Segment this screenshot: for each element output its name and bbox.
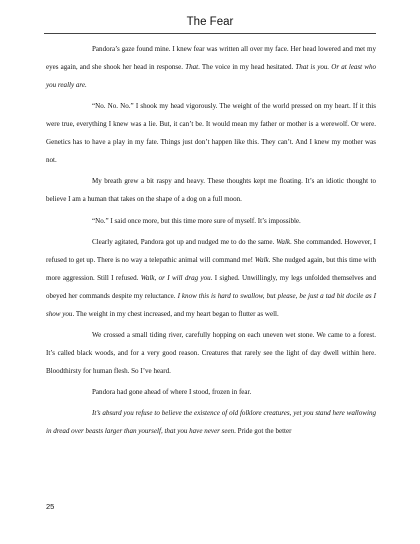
page-body	[46, 40, 376, 444]
text-run: Pandora’s gaze found mine. I knew fear was written all over my face. Her head lowered and met my eyes again, and she shook her head in response.	[46, 45, 376, 71]
italic-text: That	[185, 63, 199, 71]
text-run: Clearly agitated, Pandora got up and nudged me to do the same.	[92, 237, 277, 246]
italic-text: Walk	[254, 255, 269, 264]
text-run: . The voice in my head hesitated.	[198, 63, 296, 71]
text-run: Pandora had gone ahead of where I stood, frozen in fear.	[92, 388, 252, 397]
text-run: “No.” I said once more, but this time more sure of myself. It’s impossible.	[92, 216, 301, 225]
text-run: “No. No. No.” I shook my head vigorously. The weight of the world pressed on my heart. If it this were true, everything I knew was a lie. But, it can’t be. It would mean my father or mother is a werewolf. Or were. Genetics has to have a play in my fate. Things just don’t happen like this. They can’t. And I knew my mother was not.	[46, 102, 376, 165]
paragraph	[46, 212, 376, 230]
text-run: My breath grew a bit raspy and heavy. These thoughts kept me floating. It’s an idiotic thought to believe I am a human that takes on the shape of a dog on a full moon.	[46, 177, 376, 204]
paragraph	[46, 40, 376, 94]
text-run: . She commanded. However, I refused to get up. There is no way a telepathic animal will command me!	[46, 237, 377, 264]
paragraph	[46, 383, 376, 401]
text-run: . The weight in my chest increased, and my heart began to flutter as well.	[72, 309, 279, 318]
text-run: . She nudged again, but this time with more aggression. Still I refused.	[46, 255, 377, 282]
paragraph	[46, 97, 376, 169]
text-run: . Pride got the better	[234, 427, 292, 436]
paragraph	[46, 404, 376, 440]
text-run: We crossed a small tiding river, carefully hopping on each uneven wet stone. We came to a forest. It’s called black woods, and for a very good reason. Creatures that rarely see the light of day dwell within here. Bloodthirsty for human flesh. So I’ve heard.	[46, 330, 376, 375]
paragraph	[46, 172, 376, 208]
italic-text: That is you. Or at least who you really are.	[46, 63, 376, 89]
paragraph	[46, 233, 376, 323]
italic-text: I know this is hard to swallow, but please, be just a tad bit docile as I show you	[46, 291, 376, 318]
italic-text: It’s absurd you refuse to believe the existence of old folklore creatures, yet you stand here wallowing in dread over beasts larger than yourself, that you have never seen	[46, 409, 376, 436]
page-number: 25	[46, 502, 55, 511]
text-run: . I sighed. Unwillingly, my legs unfolded themselves and obeyed her commands despite my reluctance.	[46, 273, 376, 300]
paragraph	[46, 326, 376, 380]
running-header: The Fear	[186, 16, 234, 28]
italic-text: Walk, or I will drag you	[140, 273, 211, 282]
italic-text: Walk	[276, 237, 291, 246]
header-rule	[44, 33, 376, 34]
